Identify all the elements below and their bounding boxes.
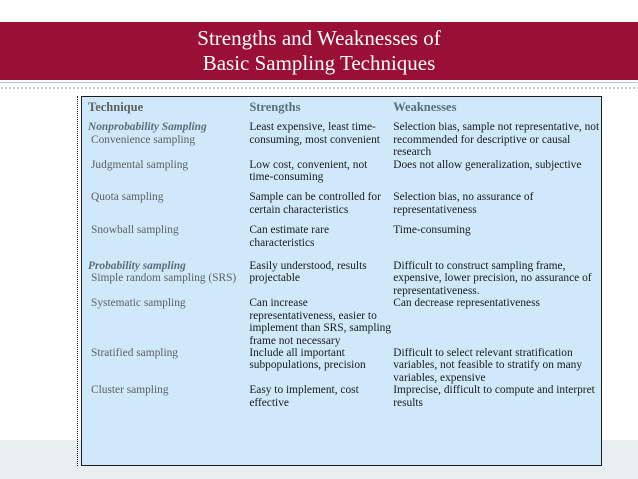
strengths-cell: Can estimate rare characteristics [249,224,330,249]
header-technique: Technique [88,100,144,114]
strengths-cell: Sample can be controlled for certain characteristics [249,191,381,216]
group-label: Nonprobability Sampling [88,121,207,134]
table-row [88,216,601,249]
slide-title-line-2: Basic Sampling Techniques [202,51,436,75]
strengths-cell: Easily understood, results projectable [249,260,367,285]
strengths-cell: Include all important subpopulations, precision [249,346,366,372]
strengths-cell: Can increase representativeness, easier to implement than SRS, sampling frame not necessary [249,297,392,347]
weaknesses-cell: Imprecise, difficult to compute and interpret results [393,384,595,409]
table-row [88,384,601,409]
table-row [88,297,601,347]
header-strengths: Strengths [249,100,301,114]
header-weaknesses: Weaknesses [393,100,457,114]
technique-cell: Stratified sampling [91,346,178,359]
table-row [88,159,601,184]
sampling-table [88,101,601,409]
strengths-cell: Easy to implement, cost effective [249,384,359,409]
technique-cell: Convenience sampling [91,133,196,146]
weaknesses-cell: Difficult to construct sampling frame, expensive, lower precision, no assurance of representativeness. [393,260,592,297]
table-row [88,260,601,297]
technique-cell: Judgmental sampling [91,158,189,171]
weaknesses-cell: Selection bias, sample not representative, not recommended for descriptive or causal research [393,121,600,159]
table-row [88,183,601,216]
weaknesses-cell: Time-consuming [393,224,471,237]
slide-title-line-1: Strengths and Weaknesses of [197,26,441,50]
group-label: Probability sampling [88,260,186,273]
technique-cell: Simple random sampling (SRS) [91,272,237,285]
table-panel [81,96,602,466]
strengths-cell: Least expensive, least time-consuming, most convenient [249,121,380,146]
strengths-cell: Low cost, convenient, not time-consuming [249,158,368,184]
weaknesses-cell: Difficult to select relevant stratification variables, not feasible to stratify on many variables, expensive [393,346,583,384]
divider-line [0,82,638,83]
technique-cell: Systematic sampling [91,297,186,310]
weaknesses-cell: Can decrease representativeness [393,297,540,310]
group-gap [88,249,601,260]
table-header-row [88,101,601,121]
weaknesses-cell: Selection bias, no assurance of representativeness [393,191,534,216]
dotted-divider [0,86,638,90]
technique-cell: Quota sampling [91,191,164,204]
table-row [88,347,601,384]
weaknesses-cell: Does not allow generalization, subjective [393,158,582,171]
technique-cell: Snowball sampling [91,224,179,237]
table-row [88,121,601,158]
technique-cell: Cluster sampling [91,384,169,397]
slide-title [0,26,638,76]
